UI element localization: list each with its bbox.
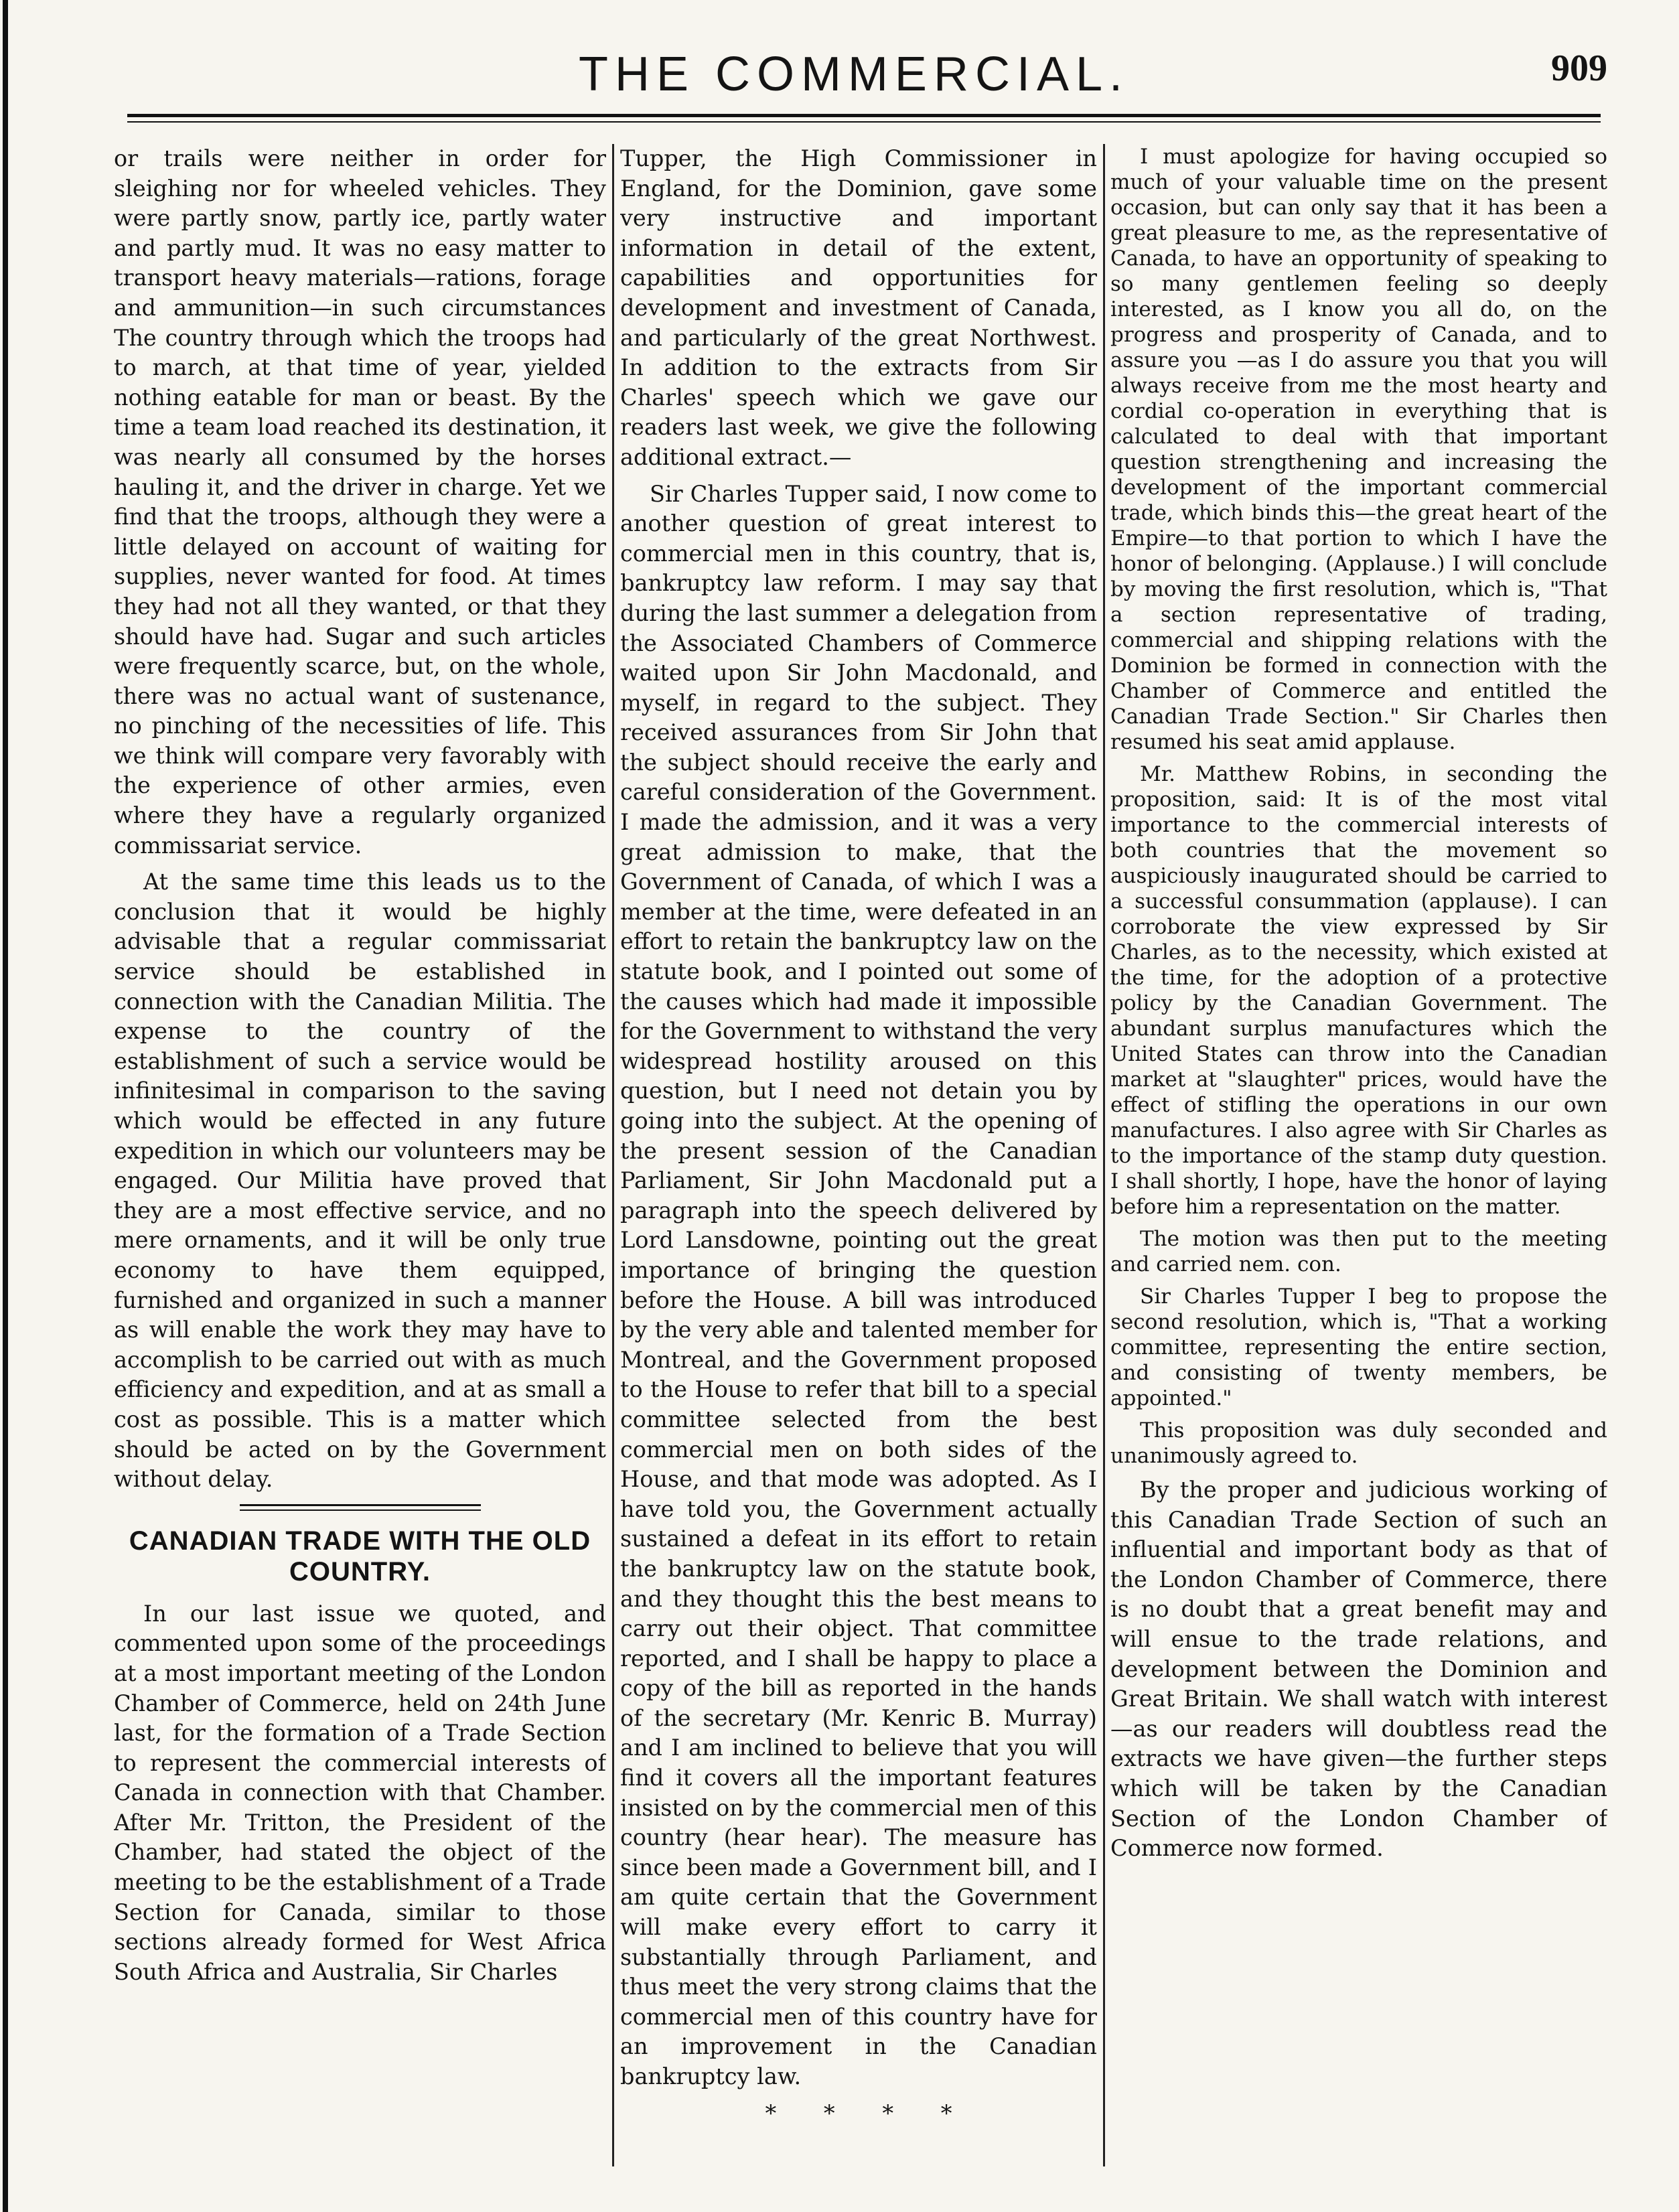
paragraph: or trails were neither in order for sleighing nor for wheeled vehicles. They were partly snow, partly ice, partly water and partly mud. It was no easy matter to transport heavy materials—rations, forage and ammunition—in such circumstances The country through which the troops had to march, at that time of year, yielded nothing eatable for man or beast. By the time a team load reached its destination, it was nearly all consumed by the horses hauling it, and the driver in charge. Yet we find that the troops, although they were a little delayed on account of waiting for supplies, never wanted for food. At times they had not all they wanted, or that they should have had. Sugar and such articles were frequently scarce, but, on the whole, there was no actual want of sustenance, no pinching of the necessities of life. This we think will compare very favorably with the experience of other armies, even where they have a regularly organized commissariat service. — [114, 145, 606, 859]
paragraph: The motion was then put to the meeting and carried nem. con. — [1110, 1227, 1607, 1276]
section-break-stars: * * * * — [765, 2099, 952, 2126]
masthead — [100, 47, 1607, 121]
column-2 — [620, 144, 1097, 2166]
paragraph: Sir Charles Tupper said, I now come to another question of great interest to commercial men in this country, that is, bankruptcy law reform. I may say that during the last summer a delegation from the Associated Chambers of Commerce waited upon Sir John Macdonald, and myself, in regard to the subject. They received assurances from Sir John that the subject should receive the early and careful consideration of the Government. I made the admission, and it was a very great admission to make, that the Government of Canada, of which I was a member at the time, were defeated in an effort to retain the bankruptcy law on the statute book, and I pointed out some of the causes which had made it impossible for the Government to withstand the very widespread hostility aroused on this question, but I need not detain you by going into the subject. At the opening of the present session of the Canadian Parliament, Sir John Macdonald put a paragraph into the speech delivered by Lord Lansdowne, pointing out the great importance of bringing the question before the House. A bill was introduced by the very able and talented member for Montreal, and the Government proposed to the House to refer that bill to a special committee selected from the best commercial men on both sides of the House, and that mode was adopted. As I have told you, the Government actually sustained a defeat in its effort to retain the bankruptcy law on the statute book, and they thought this the best means to carry out their object. That committee reported, and I shall be happy to place a copy of the bill as reported in the hands of the secretary (Mr. Kenric B. Murray) and I am inclined to believe that you will find it covers all the important features insisted on by the commercial men of this country (hear hear). The measure has since been made a Government bill, and I am quite certain that the Government will make every effort to carry it substantially through Parliament, and thus meet the very strong claims that the commercial men of this country have for an improvement in the Canadian bankruptcy law. — [620, 480, 1097, 2089]
column-divider — [1103, 144, 1105, 2166]
column-1 — [114, 144, 606, 2166]
paragraph: Tupper, the High Commissioner in England, for the Dominion, gave some very instructive and important information in detail of the extent, capabilities and opportunities for development and investment of Canada, and particularly of the great Northwest. In addition to the extracts from Sir Charles' speech which we gave our readers last week, we give the following additional extract.— — [620, 145, 1097, 470]
paragraph: I must apologize for having occupied so much of your valuable time on the present occasion, but can only say that it has been a great pleasure to me, as the representative of Canada, to have an opportunity of speaking to so many gentlemen feeling so deeply interested, as I know you all do, on the progress and prosperity of Canada, and to assure you —as I do assure you that you will always receive from me the most hearty and cordial co-operation in everything that is calculated to deal with that important question strengthening and increasing the development of the important commercial trade, which binds this—the great heart of the Empire—to that portion to which I have the honor of belonging. (Applause.) I will conclude by moving the first resolution, which is, "That a section representative of trading, commercial and shipping relations with the Dominion be formed in connection with the Chamber of Commerce and entitled the Canadian Trade Section." Sir Charles then resumed his seat amid applause. — [1110, 145, 1607, 754]
section-separator — [240, 1504, 481, 1511]
column-3 — [1110, 144, 1607, 2166]
paragraph: This proposition was duly seconded and unanimously agreed to. — [1110, 1418, 1607, 1468]
paragraph: Mr. Matthew Robins, in seconding the proposition, said: It is of the most vital importance to the commercial interests of both countries that the movement so auspiciously inaugurated should be carried to a successful consummation (applause). I can corroborate the view expressed by Sir Charles, as to the necessity, which existed at the time, for the adoption of a protective policy by the Canadian Government. The abundant surplus manufactures which the United States can throw into the Canadian market at "slaughter" prices, would have the effect of stifling the operations in our own manufactures. I also agree with Sir Charles as to the importance of the stamp duty question. I shall shortly, I hope, have the honor of laying before him a representation on the matter. — [1110, 762, 1607, 1219]
paragraph: At the same time this leads us to the conclusion that it would be highly advisable that a regular commissariat service should be established in connection with the Canadian Militia. The expense to the country of the establishment of such a service would be infinitesimal in comparison to the saving which would be effected in any future expedition in which our volunteers may be engaged. Our Militia have proved that they are a most effective service, and no mere ornaments, and it will be only true economy to have them equipped, furnished and organized in such a manner as will enable the work they may have to accomplish to be carried out with as much efficiency and expedition, and at as small a cost as possible. This is a matter which should be acted on by the Government without delay. — [114, 869, 606, 1493]
article-headline: CANADIAN TRADE WITH THE OLD COUNTRY. — [129, 1526, 591, 1587]
paragraph: Sir Charles Tupper I beg to propose the second resolution, which is, "That a working committee, representing the entire section, and consisting of twenty members, be appointed." — [1110, 1284, 1607, 1410]
column-divider — [612, 144, 614, 2166]
page-edge-rule — [3, 0, 8, 2212]
page-number: 909 — [1551, 48, 1607, 89]
newspaper-page — [100, 27, 1607, 2183]
masthead-rule — [127, 114, 1601, 123]
paragraph: In our last issue we quoted, and commented upon some of the proceedings at a most important meeting of the London Chamber of Commerce, held on 24th June last, for the formation of a Trade Section to represent the commercial interests of Canada in connection with that Chamber. After Mr. Tritton, the President of the Chamber, had stated the object of the meeting to be the establishment of a Trade Section for Canada, similar to those sections already formed for West Africa South Africa and Australia, Sir Charles — [114, 1600, 606, 1985]
publication-title: THE COMMERCIAL. — [578, 48, 1130, 101]
paragraph: By the proper and judicious working of this Canadian Trade Section of such an influential and important body as that of the London Chamber of Commerce, there is no doubt that a great benefit may and will ensue to the trade relations, and development between the Dominion and Great Britain. We shall watch with interest—as our readers will doubtless read the extracts we have given—the further steps which will be taken by the Canadian Section of the London Chamber of Commerce now formed. — [1110, 1477, 1607, 1862]
